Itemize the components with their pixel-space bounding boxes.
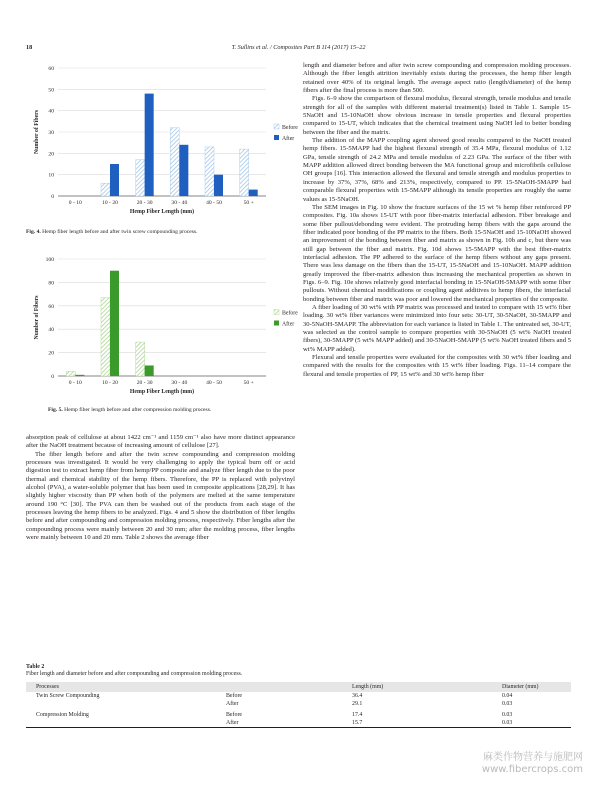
bar-before-0 <box>66 371 75 376</box>
cell-length: 17.4 <box>352 712 363 718</box>
legend-swatch-after <box>274 135 279 140</box>
table-2-title: Table 2 <box>26 664 45 670</box>
legend-label-after: After <box>282 135 295 142</box>
y-tick-label: 100 <box>45 257 54 263</box>
cell-length: 29.1 <box>352 701 363 707</box>
x-axis-label: Hemp Fiber Length (mm) <box>129 209 195 215</box>
cell-diameter: 0.03 <box>502 701 513 707</box>
y-tick-label: 80 <box>48 280 54 287</box>
figure-4-caption-label: Fig. 4. <box>26 229 41 235</box>
table-header-row <box>26 682 571 692</box>
bar-before-5 <box>240 149 249 196</box>
y-tick-label: 40 <box>48 108 54 115</box>
y-tick-label: 60 <box>48 66 54 72</box>
col-header-stage <box>226 682 352 692</box>
y-tick-label: 0 <box>51 194 54 200</box>
figure-5 <box>26 253 296 401</box>
cell-diameter: 0.03 <box>502 712 513 718</box>
bar-after-5 <box>249 190 258 196</box>
cell-stage: After <box>226 720 239 726</box>
y-tick-label: 60 <box>48 303 54 310</box>
x-tick-label: 50 + <box>243 380 254 386</box>
bar-before-1 <box>101 183 110 196</box>
x-tick-label: 10 - 20 <box>102 200 118 206</box>
cell-length: 15.7 <box>352 720 363 726</box>
y-tick-label: 40 <box>48 327 54 334</box>
bar-before-2 <box>136 160 145 196</box>
bar-after-0 <box>75 375 84 376</box>
x-tick-label: 40 - 50 <box>206 200 222 206</box>
y-axis-label: Number of Fibers <box>34 295 40 340</box>
bar-after-3 <box>179 145 188 196</box>
legend-label-before: Before <box>282 310 298 317</box>
legend-swatch-after <box>274 321 279 326</box>
right-paragraph-6: Flexural and tensile properties were evaluated for the composites with 30 wt% fiber loading and compared with the results for the composites with 15 wt% fiber loading. Figs. 11–14 compare the flexural and tensile properties of PP, 15 wt% and 30 wt% hemp fiber <box>303 354 571 378</box>
figure-4 <box>26 62 296 224</box>
running-header <box>26 44 571 56</box>
table-2-caption: Fiber length and diameter before and after compounding and compression molding process. <box>26 671 243 677</box>
y-tick-label: 0 <box>51 374 54 380</box>
y-tick-label: 50 <box>48 87 54 94</box>
x-tick-label: 10 - 20 <box>102 380 118 386</box>
figure-4-caption-text: Hemp fiber length before and after twin screw compounding process. <box>42 229 198 235</box>
x-tick-label: 20 - 30 <box>136 380 153 386</box>
left-paragraph-2: The fiber length before and after the twin screw compounding and compression molding processes was investigated. It would be very challenging to apply the typical burn off or acid digestion test to extract hemp fiber from hemp/PP composite and analyze fiber length due to the poor thermal and chemical stability of the hemp fibers. Therefore, the PP is replaced with polyvinyl alcohol (PVA), a water-soluble polymer that has been used in composite applications [28,29]. It has slightly higher viscosity than PP when both of the polymers are melted at the same temperature around 190 °C [30]. The PVA can then be washed out of the products from each stage of the processes leaving the hemp fibers to be analyzed. Figs. 4 and 5 show the distribution of fiber lengths before and after compounding and compression molding process, respectively. Fiber lengths after the compounding process were mainly between 20 and 30 mm; after the molding process, fiber lengths were mainly between 10 and 20 mm. Table 2 shows the average fiber <box>26 450 295 542</box>
y-axis-label: Number of Fibers <box>34 109 40 155</box>
figure-4-caption <box>26 229 296 236</box>
cell-diameter: 0.04 <box>502 693 513 699</box>
legend-swatch-before <box>274 310 279 315</box>
x-tick-label: 50 + <box>243 200 254 206</box>
figure-5-caption <box>48 407 298 414</box>
cell-stage: Before <box>226 693 243 699</box>
right-paragraph-2: Figs. 6–9 show the comparison of flexural modulus, flexural strength, tensile modulus and tensile strength for all of the samples with different material treatment(s) listed in Table 1. Sample 15-5NaOH and 15-10NaOH show obvious increase in tensile properties and flexural properties compared to 15-UT, which indicates that the chemical treatment using NaOH led to better bonding between the fiber and the matrix. <box>303 95 571 136</box>
x-tick-label: 20 - 30 <box>136 200 153 206</box>
bar-before-1 <box>101 298 110 376</box>
bar-before-3 <box>170 128 179 196</box>
watermark <box>482 752 583 776</box>
table-2 <box>26 664 571 728</box>
table-row <box>26 692 571 700</box>
col-header-processes: Processes <box>26 682 226 692</box>
cell-stage: After <box>226 701 239 707</box>
table-row <box>26 708 571 719</box>
cell-process <box>26 700 226 708</box>
legend-label-before: Before <box>282 124 298 131</box>
bar-after-1 <box>110 271 119 376</box>
x-tick-label: 0 - 10 <box>68 200 82 206</box>
right-paragraph-5: A fiber loading of 30 wt% with PP matrix was processed and tested to compare with 15 wt% fiber loading. 30 wt% fiber variances were minimized into four sets: 30-UT, 30-5NaOH, 30-5MAPP and 30-5NaOH-5MAPP. The abbreviation for each variance is listed in Table 1. The untreated set, 30-UT, was selected as the control sample to compare properties with 30-5NaOH (5 wt% NaOH treated fibers), 30-5MAPP (5 wt% MAPP added) and 30-5NaOH-5MAPP (5 wt% NaOH treated fibers and 5 wt% MAPP added). <box>303 303 571 353</box>
cell-diameter: 0.03 <box>502 720 513 726</box>
x-tick-label: 30 - 40 <box>171 200 188 206</box>
bar-before-2 <box>136 342 145 376</box>
right-column <box>303 62 571 379</box>
cell-process: Twin Screw Compounding <box>36 693 100 699</box>
page-number: 18 <box>26 44 33 51</box>
left-column <box>26 434 295 542</box>
figure-5-caption-label: Fig. 5. <box>48 407 63 413</box>
y-tick-label: 20 <box>48 151 54 158</box>
x-tick-label: 30 - 40 <box>171 380 188 386</box>
bar-after-2 <box>145 94 154 196</box>
col-header-length: Length (mm) <box>352 682 502 692</box>
bar-after-2 <box>145 365 154 376</box>
figure-5-caption-text: Hemp fiber length before and after compression molding process. <box>64 407 212 413</box>
legend-swatch-before <box>274 124 279 129</box>
x-tick-label: 40 - 50 <box>206 380 222 386</box>
left-paragraph-1: absorption peak of cellulose at about 1422 cm⁻¹ and 1159 cm⁻¹ also have more distinct appearance after the NaOH treatment because of increasing amount of cellulose [27]. <box>26 434 295 450</box>
y-tick-label: 10 <box>48 172 54 179</box>
y-tick-label: 30 <box>48 130 54 136</box>
cell-process <box>26 719 226 728</box>
right-paragraph-3: The addition of the MAPP coupling agent showed good results compared to the NaOH treated hemp fibers. 15-5MAPP had the highest flexural strength of 35.4 MPa, flexural modulus of 1.12 GPa, tensile strength of 24.2 MPa and tensile modulus of 2.23 GPa. The surface of the fiber with MAPP addition allowed direct bonding between the MA functional group and microfibrils cellulose OH groups [16]. This interaction allowed the flexural and tensile strength and modulus properties to increase by 37%, 37%, 68% and 213%, respectively, compared to PP. 15-5NaOH-5MAPP had comparable flexural properties with 15-5MAPP although its tensile properties are roughly the same values as 15-5NaOH. <box>303 137 571 203</box>
cell-length: 36.4 <box>352 693 363 699</box>
legend-label-after: After <box>282 321 295 328</box>
col-header-diameter: Diameter (mm) <box>502 682 571 692</box>
bar-before-4 <box>205 147 214 196</box>
journal-citation: T. Sullins et al. / Composites Part B 114 (2017) 15–22 <box>231 44 366 51</box>
table-row <box>26 719 571 728</box>
watermark-line-1: 麻类作物营养与施肥网 <box>483 752 583 763</box>
cell-stage: Before <box>226 712 243 718</box>
right-paragraph-4: The SEM images in Fig. 10 show the fracture surfaces of the 15 wt % hemp fiber reinforced PP composites. Fig. 10a shows 15-UT with poor fiber-matrix interfacial adhesion. Fiber breakage and some fiber pullout/debonding were evident. The protruding hemp fibers with the gaps around the fiber indicated poor bonding of the PP matrix to the fibers. Both 15-5NaOH and 15-10NaOH showed an improvement of the bonding between fiber and matrix as shown in Fig. 10b and c, but there was still gap between the fiber and matrix. Fig. 10d shows 15-5MAPP with the best fiber-matrix interfacial adhesion. The PP adhered to the surface of the hemp fibers without any gaps present. There was less damage on the fibers than the 15-UT, 15-5NaOH and 15-10NaOH. MAPP addition greatly improved the fiber-matrix adhesion thus increasing the mechanical properties as shown in Figs. 6–9. Fig. 10e shows relatively good interfacial bonding in 15-5NaOH-5MAPP with some fiber pullouts. Without chemical modifications or coupling agent additives to hemp fibers, the interfacial bonding between fiber and matrix was poor and lowered the mechanical properties of the composite. <box>303 203 571 303</box>
fig4-bar-chart <box>26 62 296 224</box>
x-tick-label: 0 - 10 <box>68 380 82 386</box>
bar-after-4 <box>214 175 223 196</box>
y-tick-label: 20 <box>48 350 54 357</box>
table-2-grid <box>26 682 571 728</box>
table-row <box>26 700 571 708</box>
bar-after-1 <box>110 164 119 196</box>
x-axis-label: Hemp Fiber Length (mm) <box>129 389 195 395</box>
cell-process: Compression Molding <box>36 712 89 718</box>
right-paragraph-1: length and diameter before and after twin screw compounding and compression molding processes. Although the fiber length attrition inevitably exists during the processes, the hemp fiber length retained over 40% of its original length. The average aspect ratio (length/diameter) of the hemp fibers after the final process is more than 500. <box>303 62 571 95</box>
watermark-line-2: www.fibercrops.com <box>481 764 583 775</box>
fig5-bar-chart <box>26 253 296 401</box>
